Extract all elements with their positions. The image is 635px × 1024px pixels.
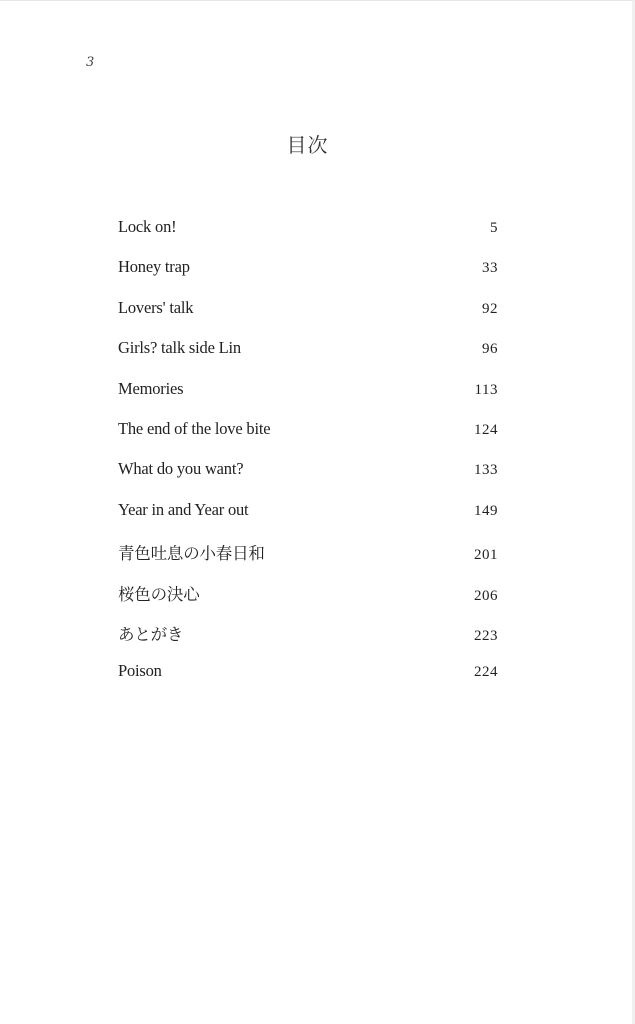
toc-entry-title: Girls? talk side Lin xyxy=(118,338,241,358)
toc-title: 目次 xyxy=(286,133,329,157)
toc-entry-title: Lock on! xyxy=(118,217,177,236)
toc-entry[interactable] xyxy=(118,500,498,540)
toc-entry-page: 224 xyxy=(474,664,498,681)
toc-entry-title: The end of the love bite xyxy=(118,418,271,438)
toc-entry-title: あとがき xyxy=(118,624,184,644)
toc-entry-title: What do you want? xyxy=(118,459,244,479)
toc-entry[interactable] xyxy=(118,540,498,580)
toc-entry-page: 113 xyxy=(474,381,498,398)
toc-entry-page: 201 xyxy=(474,547,498,564)
toc-entry-title: Lovers' talk xyxy=(118,297,194,317)
toc-entry-page: 33 xyxy=(482,260,498,277)
page-number: 3 xyxy=(86,55,95,70)
toc-entry[interactable] xyxy=(118,661,498,701)
toc-entry-page: 149 xyxy=(474,502,498,519)
toc-entry-page: 133 xyxy=(474,462,498,479)
toc-entry[interactable] xyxy=(118,298,498,338)
toc-entry-page: 206 xyxy=(474,587,498,604)
toc-entry[interactable] xyxy=(118,419,498,459)
toc-entry-title: Honey trap xyxy=(118,257,190,277)
toc-entry[interactable] xyxy=(118,459,498,499)
toc-entry[interactable] xyxy=(118,621,498,661)
toc-entry[interactable] xyxy=(118,379,498,419)
toc-entry[interactable] xyxy=(118,257,498,297)
toc-entry-title: 青色吐息の小春日和 xyxy=(118,544,265,564)
toc-entry-title: Year in and Year out xyxy=(118,499,249,519)
toc-entry-title: Poison xyxy=(118,661,162,681)
toc-entry[interactable] xyxy=(118,338,498,378)
toc-entry-title: Memories xyxy=(118,378,184,398)
table-of-contents xyxy=(118,217,498,702)
toc-entry[interactable] xyxy=(118,217,498,257)
toc-entry-title: 桜色の決心 xyxy=(118,584,200,604)
toc-entry-page: 92 xyxy=(482,300,498,317)
toc-entry[interactable] xyxy=(118,581,498,621)
toc-entry-page: 223 xyxy=(474,627,498,644)
toc-entry-page: 124 xyxy=(474,421,498,438)
toc-entry-page: 96 xyxy=(482,341,498,358)
toc-entry-page: 5 xyxy=(490,220,498,236)
